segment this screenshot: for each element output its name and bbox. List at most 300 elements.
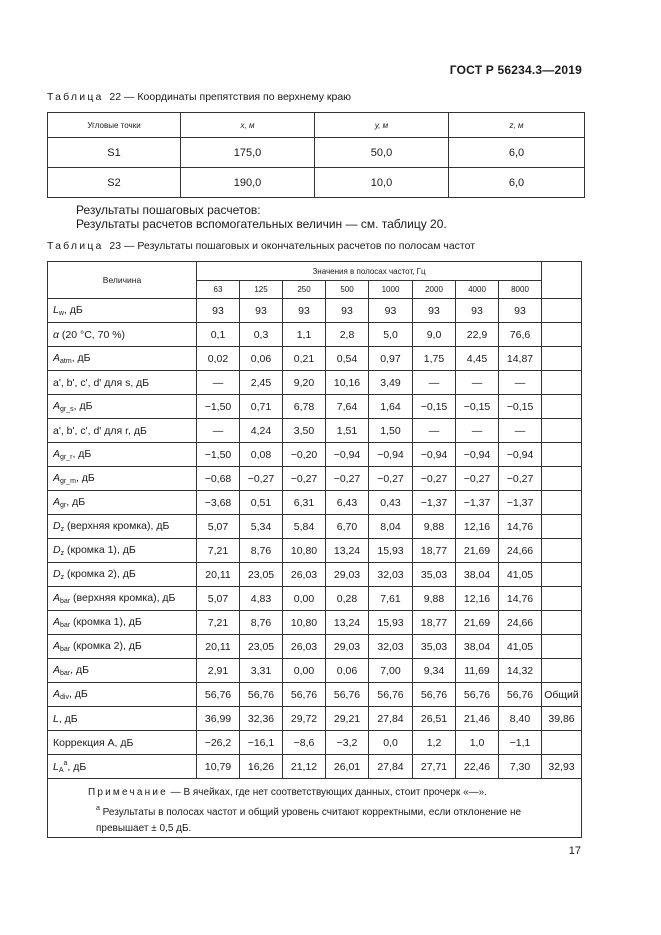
table-row: [48, 755, 582, 779]
column-header-x: x, м: [181, 113, 315, 138]
quantity-symbol: a', b', c', d' для s, дБ: [53, 376, 150, 389]
value-cell: 10,80: [283, 539, 326, 563]
value-cell: −0,27: [326, 467, 369, 491]
value-cell: 56,76: [197, 683, 240, 707]
cell: 6,0: [449, 168, 585, 198]
quantity-subscript: gr_s: [60, 406, 74, 413]
value-cell: −26,2: [197, 731, 240, 755]
value-cell: 13,24: [326, 539, 369, 563]
value-cell: −1,1: [499, 731, 542, 755]
value-cell: 0,02: [197, 347, 240, 371]
value-cell: −1,50: [197, 395, 240, 419]
table-row: [48, 659, 582, 683]
value-cell: 14,76: [499, 587, 542, 611]
quantity-subscript: atm: [60, 358, 72, 365]
value-cell: 0,00: [283, 587, 326, 611]
quantity-label: [48, 491, 197, 515]
value-cell: 24,66: [499, 539, 542, 563]
value-cell: 4,45: [456, 347, 499, 371]
total-cell: [542, 491, 582, 515]
quantity-subscript: z: [60, 526, 65, 533]
value-cell: 0,51: [240, 491, 283, 515]
table-row: [48, 587, 582, 611]
quantity-unit: (верхняя кромка), дБ: [70, 592, 176, 604]
quantity-symbol: D: [53, 568, 61, 580]
paragraph-step-results: Результаты пошаговых расчетов:: [76, 203, 261, 217]
value-cell: —: [499, 419, 542, 443]
total-cell: [542, 731, 582, 755]
value-cell: 1,51: [326, 419, 369, 443]
value-cell: 9,34: [413, 659, 456, 683]
total-cell: [542, 371, 582, 395]
value-cell: 41,05: [499, 635, 542, 659]
quantity-unit: (20 °C, 70 %): [59, 328, 126, 341]
quantity-subscript: gr: [60, 502, 67, 509]
table-row: [48, 635, 582, 659]
quantity-superscript: a: [63, 759, 68, 767]
value-cell: −0,94: [456, 443, 499, 467]
value-cell: −1,37: [413, 491, 456, 515]
table-row: [48, 168, 585, 198]
cell: S2: [48, 168, 181, 198]
quantity-unit: (верхняя кромка), дБ: [64, 520, 170, 532]
value-cell: 5,34: [240, 515, 283, 539]
quantity-subscript: bar: [60, 670, 71, 677]
value-cell: −0,15: [499, 395, 542, 419]
value-cell: 18,77: [413, 611, 456, 635]
quantity-unit: , дБ: [70, 664, 89, 676]
value-cell: 23,05: [240, 635, 283, 659]
value-cell: −3,2: [326, 731, 369, 755]
value-cell: 1,50: [369, 419, 413, 443]
value-cell: −0,20: [283, 443, 326, 467]
total-cell: 39,86: [542, 707, 582, 731]
value-cell: −0,68: [197, 467, 240, 491]
value-cell: 38,04: [456, 635, 499, 659]
paragraph-auxiliary-results: Результаты расчетов вспомогательных величин — см. таблицу 20.: [76, 217, 447, 231]
total-cell: 32,93: [542, 755, 582, 779]
quantity-label: [48, 467, 197, 491]
table-row: [48, 611, 582, 635]
value-cell: −0,27: [456, 467, 499, 491]
value-cell: 23,05: [240, 563, 283, 587]
value-cell: 38,04: [456, 563, 499, 587]
value-cell: 29,03: [326, 563, 369, 587]
quantity-subscript: bar: [60, 622, 71, 629]
value-cell: −3,68: [197, 491, 240, 515]
value-cell: 93: [413, 299, 456, 323]
quantity-label: [48, 419, 197, 443]
value-cell: 29,21: [326, 707, 369, 731]
cell: S1: [48, 138, 181, 168]
value-cell: 21,69: [456, 611, 499, 635]
quantity-label: [48, 515, 197, 539]
quantity-subscript: gr_r: [60, 454, 73, 461]
notes-row: [48, 779, 582, 838]
value-cell: 56,76: [413, 683, 456, 707]
cell: 10,0: [315, 168, 449, 198]
quantity-symbol: L: [53, 304, 59, 316]
frequency-header-4000: 4000: [456, 281, 499, 299]
value-cell: —: [413, 419, 456, 443]
column-header-z: z, м: [449, 113, 585, 138]
quantity-unit: , дБ: [66, 496, 86, 508]
value-cell: 8,40: [499, 707, 542, 731]
value-cell: 7,61: [369, 587, 413, 611]
table-23: [47, 261, 582, 838]
value-cell: −0,94: [499, 443, 542, 467]
value-cell: 93: [369, 299, 413, 323]
value-cell: 1,0: [456, 731, 499, 755]
page-number: 17: [568, 845, 581, 857]
value-cell: 56,76: [369, 683, 413, 707]
quantity-symbol: D: [53, 544, 61, 556]
note: [52, 785, 575, 801]
value-cell: 3,50: [283, 419, 326, 443]
quantity-unit: (кромка 1), дБ: [70, 616, 142, 628]
cell: 50,0: [315, 138, 449, 168]
value-cell: 6,70: [326, 515, 369, 539]
value-cell: 29,03: [326, 635, 369, 659]
quantity-symbol: α: [53, 328, 59, 341]
quantity-symbol: A: [53, 640, 61, 652]
value-cell: 20,11: [197, 563, 240, 587]
value-cell: —: [197, 371, 240, 395]
value-cell: 12,16: [456, 515, 499, 539]
value-cell: 0,54: [326, 347, 369, 371]
table-22: [47, 112, 585, 198]
quantity-symbol: A: [53, 688, 61, 700]
value-cell: 56,76: [456, 683, 499, 707]
total-cell: [542, 347, 582, 371]
value-cell: 0,06: [240, 347, 283, 371]
quantity-label: [48, 659, 197, 683]
footnote-text: Результаты в полосах частот и общий уровень считают корректными, если отклонение не превышает ± 0,5 дБ.: [96, 807, 522, 834]
value-cell: 16,26: [240, 755, 283, 779]
value-cell: 13,24: [326, 611, 369, 635]
value-cell: 56,76: [326, 683, 369, 707]
value-cell: 56,76: [499, 683, 542, 707]
quantity-label: [48, 587, 197, 611]
value-cell: 56,76: [283, 683, 326, 707]
value-cell: 5,07: [197, 515, 240, 539]
value-cell: −0,27: [240, 467, 283, 491]
quantity-symbol: A: [53, 448, 61, 460]
quantity-subscript: gr_m: [60, 478, 76, 485]
value-cell: −0,27: [283, 467, 326, 491]
table-header-row: [48, 113, 585, 138]
value-cell: −0,15: [413, 395, 456, 419]
value-cell: −1,50: [197, 443, 240, 467]
quantity-symbol: D: [53, 520, 61, 532]
value-cell: 0,71: [240, 395, 283, 419]
column-header-y: y, м: [315, 113, 449, 138]
frequency-header-1000: 1000: [369, 281, 413, 299]
value-cell: 7,30: [499, 755, 542, 779]
quantity-label: [48, 635, 197, 659]
frequency-header-500: 500: [326, 281, 369, 299]
table-row: [48, 491, 582, 515]
value-cell: 5,0: [369, 323, 413, 347]
value-cell: 93: [197, 299, 240, 323]
value-cell: −8,6: [283, 731, 326, 755]
value-cell: 12,16: [456, 587, 499, 611]
cell: 6,0: [449, 138, 585, 168]
quantity-subscript: bar: [60, 646, 71, 653]
frequency-header-63: 63: [197, 281, 240, 299]
value-cell: 0,0: [369, 731, 413, 755]
value-cell: 27,71: [413, 755, 456, 779]
column-header-quantity: Величина: [48, 262, 197, 299]
value-cell: 6,43: [326, 491, 369, 515]
value-cell: 11,69: [456, 659, 499, 683]
quantity-symbol: Коррекция A, дБ: [53, 736, 134, 749]
value-cell: 15,93: [369, 539, 413, 563]
table-row: [48, 299, 582, 323]
value-cell: 41,05: [499, 563, 542, 587]
quantity-label: [48, 611, 197, 635]
quantity-unit: , дБ: [72, 448, 92, 460]
value-cell: 32,03: [369, 635, 413, 659]
value-cell: −0,27: [499, 467, 542, 491]
total-cell: [542, 635, 582, 659]
value-cell: 26,01: [326, 755, 369, 779]
value-cell: —: [456, 371, 499, 395]
caption-text: 22 — Координаты препятствия по верхнему краю: [109, 91, 352, 103]
value-cell: 1,64: [369, 395, 413, 419]
value-cell: 10,16: [326, 371, 369, 395]
table-row: [48, 395, 582, 419]
quantity-label: [48, 683, 197, 707]
value-cell: 14,76: [499, 515, 542, 539]
value-cell: 6,78: [283, 395, 326, 419]
value-cell: 9,20: [283, 371, 326, 395]
total-cell: [542, 323, 582, 347]
quantity-symbol: A: [53, 472, 61, 484]
value-cell: 0,06: [326, 659, 369, 683]
value-cell: 2,8: [326, 323, 369, 347]
total-cell: [542, 443, 582, 467]
value-cell: 15,93: [369, 611, 413, 635]
document-code: ГОСТ Р 56234.3—2019: [449, 63, 582, 77]
value-cell: −0,94: [326, 443, 369, 467]
table-row: [48, 371, 582, 395]
quantity-symbol: A: [53, 496, 61, 508]
table-row: [48, 323, 582, 347]
value-cell: 26,51: [413, 707, 456, 731]
value-cell: 8,76: [240, 611, 283, 635]
column-header-total: [542, 262, 582, 299]
value-cell: 7,21: [197, 539, 240, 563]
value-cell: 1,75: [413, 347, 456, 371]
caption-text: 23 — Результаты пошаговых и окончательных расчетов по полосам частот: [109, 240, 476, 252]
value-cell: −0,94: [369, 443, 413, 467]
value-cell: 14,32: [499, 659, 542, 683]
value-cell: 2,91: [197, 659, 240, 683]
value-cell: 7,21: [197, 611, 240, 635]
table-row: [48, 443, 582, 467]
total-cell: [542, 299, 582, 323]
total-cell: [542, 419, 582, 443]
value-cell: 4,83: [240, 587, 283, 611]
column-header-corner-points: Угловые точки: [48, 113, 181, 138]
quantity-label: [48, 731, 197, 755]
table-row: [48, 539, 582, 563]
table-header-row: [48, 262, 582, 281]
value-cell: 10,79: [197, 755, 240, 779]
value-cell: 0,08: [240, 443, 283, 467]
footnote: [52, 801, 575, 837]
quantity-label: [48, 395, 197, 419]
total-cell: [542, 611, 582, 635]
value-cell: 0,43: [369, 491, 413, 515]
notes-cell: [48, 779, 582, 838]
total-cell: [542, 395, 582, 419]
value-cell: −0,27: [413, 467, 456, 491]
table-23-caption: [47, 240, 475, 252]
quantity-subscript: div: [60, 694, 69, 701]
value-cell: 36,99: [197, 707, 240, 731]
quantity-label: [48, 539, 197, 563]
value-cell: 76,6: [499, 323, 542, 347]
quantity-symbol: A: [53, 664, 61, 676]
table-row: [48, 683, 582, 707]
total-cell: [542, 563, 582, 587]
value-cell: —: [499, 371, 542, 395]
value-cell: 5,07: [197, 587, 240, 611]
quantity-symbol: L: [53, 712, 59, 725]
value-cell: 3,31: [240, 659, 283, 683]
value-cell: —: [197, 419, 240, 443]
value-cell: 35,03: [413, 563, 456, 587]
quantity-label: [48, 563, 197, 587]
value-cell: 1,2: [413, 731, 456, 755]
quantity-symbol: A: [53, 352, 61, 364]
note-word: Примечание: [88, 787, 168, 798]
value-cell: 0,1: [197, 323, 240, 347]
quantity-subscript: w: [58, 310, 64, 317]
value-cell: 18,77: [413, 539, 456, 563]
table-row: [48, 731, 582, 755]
quantity-unit: (кромка 2), дБ: [64, 568, 136, 580]
footnote-mark: a: [96, 805, 100, 812]
cell: 190,0: [181, 168, 315, 198]
value-cell: 0,00: [283, 659, 326, 683]
value-cell: 8,76: [240, 539, 283, 563]
caption-word: Таблица: [47, 91, 104, 103]
value-cell: 14,87: [499, 347, 542, 371]
value-cell: 9,88: [413, 587, 456, 611]
value-cell: 2,45: [240, 371, 283, 395]
quantity-symbol: A: [53, 616, 61, 628]
quantity-subscript: z: [60, 550, 65, 557]
value-cell: 27,84: [369, 755, 413, 779]
value-cell: 7,00: [369, 659, 413, 683]
total-cell: [542, 467, 582, 491]
value-cell: —: [413, 371, 456, 395]
value-cell: 4,24: [240, 419, 283, 443]
quantity-label: [48, 371, 197, 395]
table-row: [48, 467, 582, 491]
quantity-subscript: bar: [60, 598, 71, 605]
quantity-symbol: L: [53, 760, 59, 773]
quantity-unit: , дБ: [68, 688, 88, 700]
quantity-label: [48, 299, 197, 323]
value-cell: 26,03: [283, 563, 326, 587]
total-cell: [542, 539, 582, 563]
value-cell: 6,31: [283, 491, 326, 515]
quantity-unit: , дБ: [58, 712, 78, 725]
frequency-header-125: 125: [240, 281, 283, 299]
table-row: [48, 515, 582, 539]
table-row: [48, 138, 585, 168]
value-cell: 29,72: [283, 707, 326, 731]
value-cell: 8,04: [369, 515, 413, 539]
quantity-unit: , дБ: [63, 304, 83, 316]
quantity-unit: , дБ: [73, 400, 93, 412]
value-cell: 0,97: [369, 347, 413, 371]
cell: 175,0: [181, 138, 315, 168]
value-cell: 93: [240, 299, 283, 323]
table-row: [48, 419, 582, 443]
value-cell: 93: [499, 299, 542, 323]
total-cell: [542, 659, 582, 683]
quantity-unit: , дБ: [67, 760, 87, 773]
value-cell: 1,1: [283, 323, 326, 347]
quantity-label: [48, 755, 197, 779]
quantity-unit: , дБ: [71, 352, 91, 364]
value-cell: 24,66: [499, 611, 542, 635]
value-cell: −0,15: [456, 395, 499, 419]
value-cell: 26,03: [283, 635, 326, 659]
table-row: [48, 707, 582, 731]
quantity-symbol: A: [53, 592, 61, 604]
value-cell: 56,76: [240, 683, 283, 707]
value-cell: −1,37: [499, 491, 542, 515]
frequency-header-8000: 8000: [499, 281, 542, 299]
value-cell: 27,84: [369, 707, 413, 731]
total-cell: [542, 515, 582, 539]
quantity-label: [48, 707, 197, 731]
value-cell: 32,03: [369, 563, 413, 587]
value-cell: 9,88: [413, 515, 456, 539]
quantity-unit: , дБ: [75, 472, 95, 484]
value-cell: −0,94: [413, 443, 456, 467]
frequency-header-2000: 2000: [413, 281, 456, 299]
quantity-symbol: A: [53, 400, 61, 412]
value-cell: 22,9: [456, 323, 499, 347]
value-cell: 21,46: [456, 707, 499, 731]
value-cell: 21,69: [456, 539, 499, 563]
value-cell: 5,84: [283, 515, 326, 539]
quantity-label: [48, 443, 197, 467]
quantity-label: [48, 347, 197, 371]
value-cell: 10,80: [283, 611, 326, 635]
quantity-unit: (кромка 2), дБ: [70, 640, 142, 652]
value-cell: −1,37: [456, 491, 499, 515]
value-cell: 22,46: [456, 755, 499, 779]
total-cell: Общий: [542, 683, 582, 707]
value-cell: 20,11: [197, 635, 240, 659]
quantity-unit: (кромка 1), дБ: [64, 544, 136, 556]
value-cell: —: [456, 419, 499, 443]
table-22-caption: [47, 91, 351, 103]
value-cell: 32,36: [240, 707, 283, 731]
column-header-frequency-bands: Значения в полосах частот, Гц: [197, 262, 542, 281]
value-cell: 0,21: [283, 347, 326, 371]
value-cell: 93: [326, 299, 369, 323]
table-row: [48, 563, 582, 587]
